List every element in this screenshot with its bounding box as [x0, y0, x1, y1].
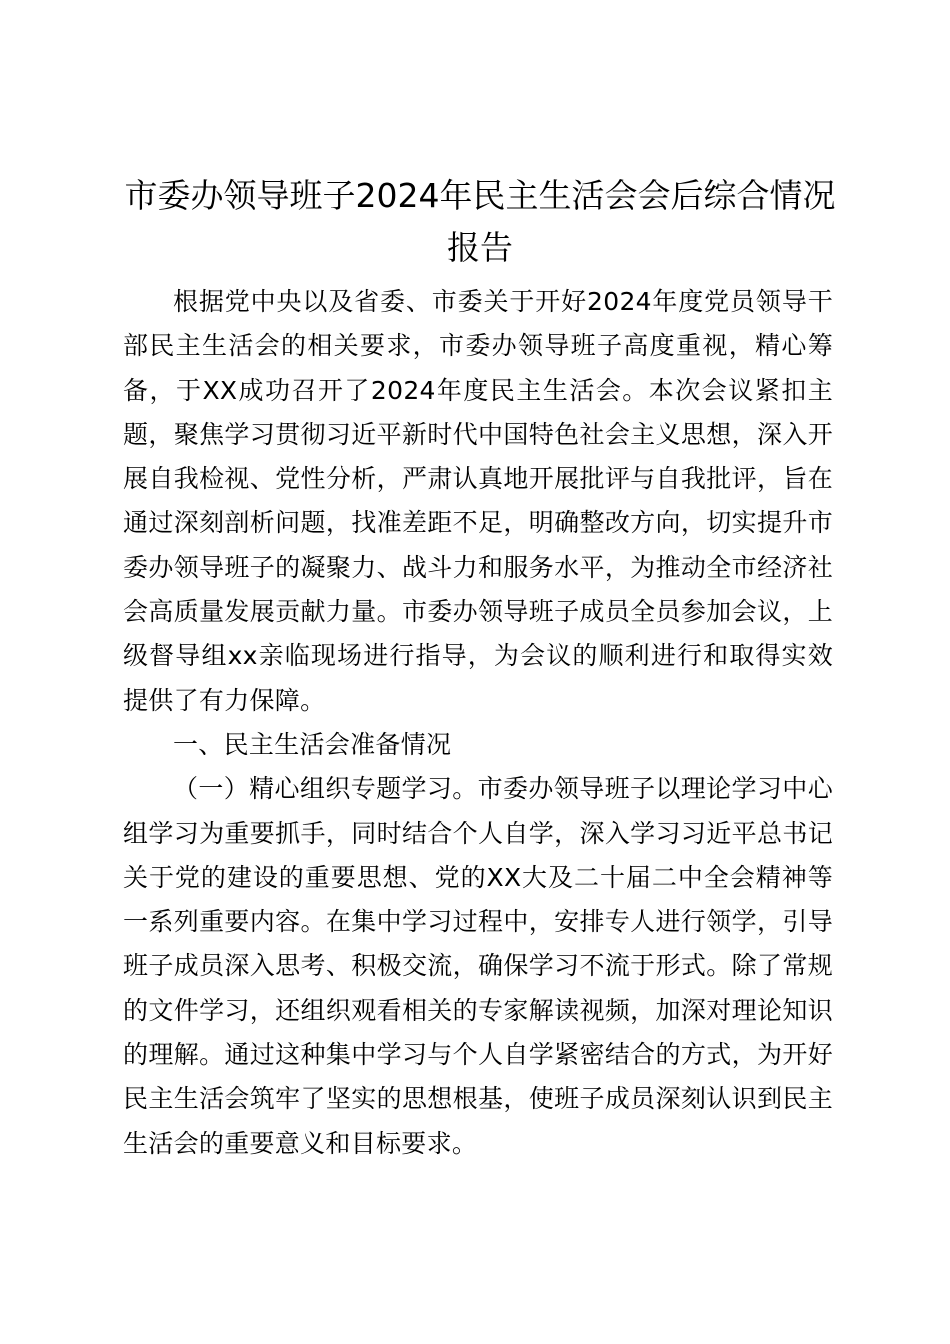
document-title: 市委办领导班子2024年民主生活会会后综合情况报告 — [124, 176, 836, 267]
section-paragraph-study: （一）精心组织专题学习。市委办领导班子以理论学习中心组学习为重要抓手，同时结合个人自学，深入学习习近平总书记关于党的建设的重要思想、党的XX大及二十届二中全会精神等一系列重要内容。在集中学习过程中，安排专人进行领学，引导班子成员深入思考、积极交流，确保学习不流于形式。除了常规的文件学习，还组织观看相关的专家解读视频，加深对理论知识的理解。通过这种集中学习与个人自学紧密结合的方式，为开好民主生活会筑牢了坚实的思想根基，使班子成员深刻认识到民主生活会的重要意义和目标要求。 — [123, 774, 833, 1158]
document-body — [123, 280, 833, 1166]
intro-paragraph: 根据党中央以及省委、市委关于开好2024年度党员领导干部民主生活会的相关要求，市委办领导班子高度重视，精心筹备，于XX成功召开了2024年度民主生活会。本次会议紧扣主题，聚焦学习贯彻习近平新时代中国特色社会主义思想，深入开展自我检视、党性分析，严肃认真地开展批评与自我批评，旨在通过深刻剖析问题，找准差距不足，明确整改方向，切实提升市委办领导班子的凝聚力、战斗力和服务水平，为推动全市经济社会高质量发展贡献力量。市委办领导班子成员全员参加会议，上级督导组xx亲临现场进行指导，为会议的顺利进行和取得实效提供了有力保障。 — [123, 287, 833, 715]
section-heading-preparation: 一、民主生活会准备情况 — [173, 729, 452, 759]
